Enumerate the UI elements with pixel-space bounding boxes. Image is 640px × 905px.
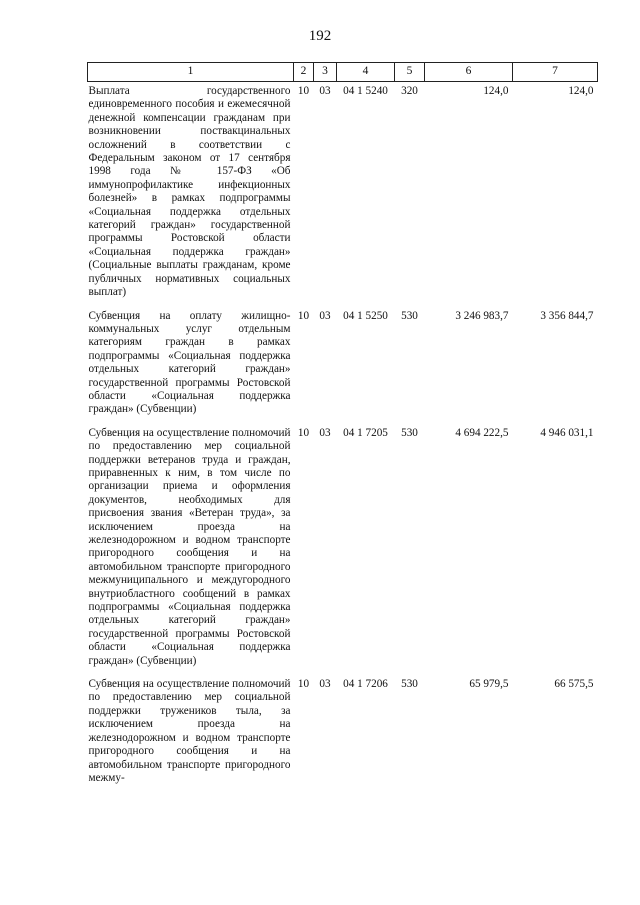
header-col-1: 1: [88, 63, 294, 82]
row-target-code: 04 1 7206: [343, 678, 388, 691]
row-subsection: 03: [319, 85, 331, 97]
table-row: [88, 82, 598, 307]
row-target-code: 04 1 7205: [343, 426, 388, 439]
row-section: 10: [297, 426, 310, 439]
header-col-6: 6: [425, 63, 513, 82]
row-description: Субвенция на оплату жилищно-коммунальных услуг отдельным категориям граждан в рамках подпрограммы «Социальная поддержка отдельных категорий граждан» государственной программы Ростовской области «Социальная поддержка граждан» (Субвенции): [88, 309, 291, 416]
row-section: 10: [297, 85, 310, 97]
row-subsection: 03: [319, 426, 331, 439]
row-section: 10: [297, 309, 310, 322]
row-expense-type: 530: [401, 426, 418, 439]
header-col-3: 3: [314, 63, 337, 82]
row-amount-year-2: 66 575,5: [554, 678, 594, 691]
table-row: [88, 675, 598, 792]
row-description: Выплата государственного единовременного пособия и ежемесячной денежной компенсации гражданам при возникновении поствакцинальных осложнений в соответствии с Федеральным законом от 17 сентября 1998 года № 157-ФЗ «Об иммунопрофилактике инфекционных болезней» в рамках подпрограммы «Социальная поддержка отдельных категорий граждан» государственной программы Ростовской области «Социальная поддержка граждан» (Социальные выплаты гражданам, кроме публичных нормативных социальных выплат): [88, 85, 291, 299]
row-amount-year-2: 124,0: [568, 85, 594, 97]
row-subsection: 03: [319, 309, 331, 322]
row-amount-year-1: 65 979,5: [469, 678, 509, 691]
row-amount-year-1: 124,0: [483, 85, 509, 97]
header-col-5: 5: [395, 63, 425, 82]
row-amount-year-2: 4 946 031,1: [540, 426, 594, 439]
table-header-row: [88, 63, 598, 82]
header-col-7: 7: [513, 63, 598, 82]
row-expense-type: 320: [401, 85, 418, 97]
row-amount-year-1: 3 246 983,7: [455, 309, 509, 322]
table-row: [88, 307, 598, 424]
row-amount-year-2: 3 356 844,7: [540, 309, 594, 322]
row-description: Субвенция на осуществление полномочий по предоставлению мер социальной поддержки ветеранов труда и граждан, приравненных к ним, в том числе по организации приема и оформления документов, необходимых для присвоения звания «Ветеран труда», за исключением проезда на железнодорожном и водном транспорте пригородного сообщения и на автомобильном транспорте пригородного межмуниципального и междугородного внутриобластного сообщений в рамках подпрограммы «Социальная поддержка отдельных категорий граждан» государственной программы Ростовской области «Социальная поддержка граждан» (Субвенции): [88, 426, 291, 667]
header-col-2: 2: [294, 63, 314, 82]
row-target-code: 04 1 5240: [343, 85, 388, 97]
row-expense-type: 530: [401, 678, 418, 691]
header-col-4: 4: [337, 63, 395, 82]
table-row: [88, 424, 598, 675]
row-description: Субвенция на осуществление полномочий по предоставлению мер социальной поддержки тружеников тыла, за исключением проезда на железнодорожном и водном транспорте пригородного сообщения и на автомобильном транспорте пригородного межму-: [88, 678, 291, 784]
row-subsection: 03: [319, 678, 331, 691]
row-section: 10: [297, 678, 310, 691]
row-expense-type: 530: [401, 309, 418, 322]
row-amount-year-1: 4 694 222,5: [455, 426, 509, 439]
row-target-code: 04 1 5250: [343, 309, 388, 322]
page-number: 192: [308, 28, 332, 44]
budget-table: [87, 62, 598, 792]
